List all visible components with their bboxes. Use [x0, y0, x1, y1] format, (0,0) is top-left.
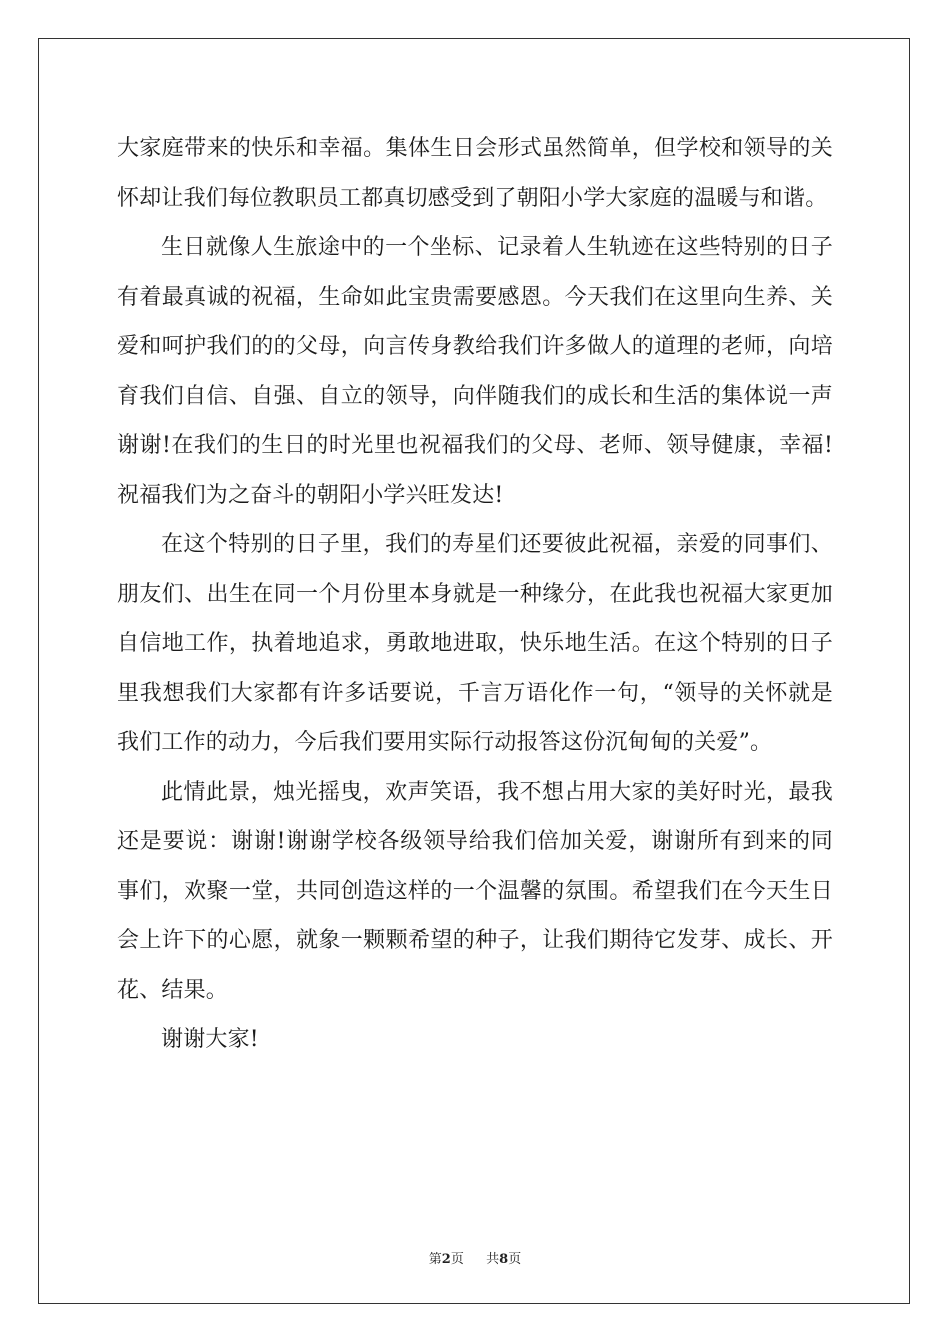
paragraph: 大家庭带来的快乐和幸福。集体生日会形式虽然简单，但学校和领导的关怀却让我们每位教职员工都真切感受到了朝阳小学大家庭的温暖与和谐。	[117, 136, 833, 211]
paragraph: 此情此景，烛光摇曳，欢声笑语，我不想占用大家的美好时光，最我还是要说：谢谢!谢谢学校各级领导给我们倍加关爱，谢谢所有到来的同事们，欢聚一堂，共同创造这样的一个温馨的氛围。希望我们在今天生日会上许下的心愿，就象一颗颗希望的种子，让我们期待它发芽、成长、开花、结果。	[117, 779, 833, 1003]
page-prefix: 第	[428, 1252, 442, 1267]
page-number: 2	[441, 1252, 451, 1267]
total-suffix: 页	[508, 1252, 522, 1267]
paragraph: 谢谢大家!	[161, 1027, 259, 1052]
paragraph: 生日就像人生旅途中的一个坐标、记录着人生轨迹在这些特别的日子有着最真诚的祝福，生命如此宝贵需要感恩。今天我们在这里向生养、关爱和呵护我们的的父母，向言传身教给我们许多做人的道理的老师，向培育我们自信、自强、自立的领导，向伴随我们的成长和生活的集体说一声谢谢!在我们的生日的时光里也祝福我们的父母、老师、领导健康，幸福!祝福我们为之奋斗的朝阳小学兴旺发达!	[117, 235, 833, 508]
document-body	[117, 124, 833, 1065]
page-indicator	[429, 1248, 464, 1267]
paragraph: 在这个特别的日子里，我们的寿星们还要彼此祝福，亲爱的同事们、朋友们、出生在同一个月份里本身就是一种缘分，在此我也祝福大家更加自信地工作，执着地追求，勇敢地进取，快乐地生活。在这个特别的日子里我想我们大家都有许多话要说，千言万语化作一句，“领导的关怀就是我们工作的动力，今后我们要用实际行动报答这份沉甸甸的关爱”。	[117, 532, 833, 755]
page-footer	[0, 1248, 950, 1267]
page-suffix: 页	[450, 1252, 464, 1267]
total-pages-indicator	[486, 1248, 521, 1267]
total-pages: 8	[499, 1252, 509, 1267]
total-prefix: 共	[486, 1252, 500, 1267]
